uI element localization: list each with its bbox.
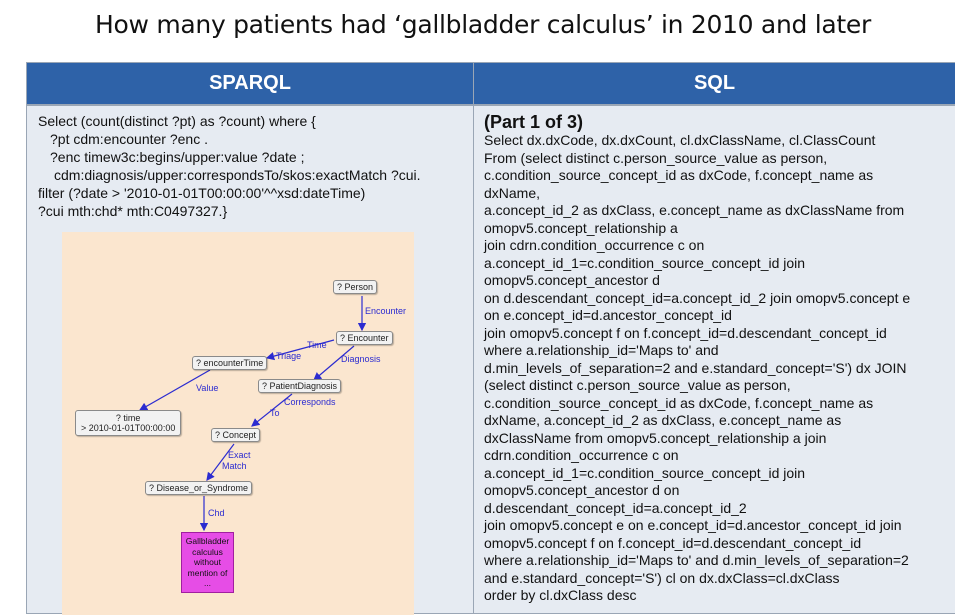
- sql-line: d.descendant_concept_id=a.concept_id_2: [484, 499, 747, 516]
- sql-query: [484, 112, 950, 605]
- sql-line: a.concept_id_2 as dxClass, e.concept_name as dxClassName from: [484, 202, 905, 218]
- sql-line: order by cl.dxClass desc: [484, 587, 637, 603]
- node-person: ? Person: [333, 280, 377, 294]
- sql-line: Select dx.dxCode, dx.dxCount, cl.dxClassName, cl.ClassCount: [484, 132, 876, 148]
- sparql-line: filter (?date > '2010-01-01T00:00:00'^^xsd:dateTime): [38, 185, 366, 201]
- node-time: [75, 410, 181, 436]
- sql-line: dxName, a.concept_id_2 as dxClass, e.concept_name as: [484, 412, 842, 428]
- sparql-cell: [27, 106, 473, 613]
- edge-label-chd: Chd: [208, 508, 225, 518]
- node-encounter: ? Encounter: [336, 331, 393, 345]
- sparql-line: cdm:diagnosis/upper:correspondsTo/skos:exactMatch ?cui.: [54, 167, 421, 183]
- sql-line: join cdrn.condition_occurrence c on: [484, 237, 705, 253]
- sql-line: on e.concept_id=d.ancestor_concept_id: [484, 307, 732, 323]
- sql-line: d.min_levels_of_separation=2 and e.standard_concept='S') dx JOIN: [484, 359, 907, 376]
- sql-line: cdrn.condition_occurrence c on: [484, 447, 679, 463]
- sparql-query: [38, 112, 470, 220]
- query-graph: [62, 232, 414, 615]
- sql-line: From (select distinct c.person_source_value as person,: [484, 149, 828, 166]
- edge-label-diagnosis: Diagnosis: [341, 354, 381, 364]
- sql-line: omopv5.concept_ancestor d: [484, 272, 660, 288]
- edge-label-exact-match: [222, 450, 251, 472]
- sql-line: omopv5.concept_relationship a: [484, 219, 678, 236]
- sql-line: join omopv5.concept f on f.concept_id=d.descendant_concept_id: [484, 324, 887, 341]
- sql-line: c.condition_source_concept_id as dxCode, f.concept_name as: [484, 167, 874, 183]
- edge-label-value: Value: [196, 383, 219, 393]
- edge-label-exact-2: Match: [222, 461, 247, 471]
- sparql-line: ?enc timew3c:begins/upper:value ?date ;: [50, 149, 305, 165]
- sql-line: omopv5.concept f on f.concept_id=d.descendant_concept_id: [484, 534, 862, 551]
- sql-part-label: (Part 1 of 3): [484, 112, 584, 132]
- sparql-line: ?cui mth:chd* mth:C0497327.}: [38, 203, 228, 219]
- sql-line: (select distinct c.person_source_value as person,: [484, 377, 791, 393]
- sql-line: where a.relationship_id='Maps to' and: [484, 342, 719, 358]
- node-time-filter: > 2010-01-01T00:00:00: [81, 423, 176, 433]
- sparql-header: SPARQL: [27, 63, 473, 104]
- edge-label-corresponds-1: Corresponds: [284, 397, 336, 407]
- sql-line: a.concept_id_1=c.condition_source_concept_id join: [484, 254, 806, 271]
- sql-line: c.condition_source_concept_id as dxCode, f.concept_name as: [484, 394, 874, 411]
- sql-cell: [474, 106, 955, 613]
- sql-line: a.concept_id_1=c.condition_source_concept_id join: [484, 464, 806, 481]
- sql-line: join omopv5.concept e on e.concept_id=d.ancestor_concept_id join: [484, 517, 902, 533]
- node-time-label: ? time: [115, 413, 141, 423]
- sparql-line: Select (count(distinct ?pt) as ?count) where {: [38, 113, 316, 129]
- sql-header: SQL: [474, 63, 955, 104]
- edge-label-triage: Triage: [276, 351, 302, 361]
- edge-label-corresponds: [270, 397, 336, 419]
- node-disease: ? Disease_or_Syndrome: [145, 481, 252, 495]
- edge-label-encounter: Encounter: [365, 306, 407, 316]
- edge-label-corresponds-2: To: [270, 408, 280, 418]
- comparison-table: [26, 62, 955, 614]
- slide-title: How many patients had ‘gallbladder calculus’ in 2010 and later: [95, 10, 871, 39]
- sql-line: where a.relationship_id='Maps to' and d.min_levels_of_separation=2: [484, 552, 909, 568]
- sql-line: on d.descendant_concept_id=a.concept_id_2 join omopv5.concept e: [484, 289, 911, 306]
- node-patient-diagnosis: ? PatientDiagnosis: [258, 379, 341, 393]
- edge-label-exact-1: Exact: [228, 450, 251, 460]
- sql-line: and e.standard_concept='S') cl on dx.dxClass=cl.dxClass: [484, 569, 840, 586]
- edge-label-time: Time: [307, 340, 327, 350]
- node-concept: ? Concept: [211, 428, 260, 442]
- sql-line: dxClassName from omopv5.concept_relationship a join: [484, 429, 827, 446]
- sql-line: omopv5.concept_ancestor d on: [484, 482, 680, 498]
- node-encounter-time: ? encounterTime: [192, 356, 267, 370]
- sql-line: dxName,: [484, 184, 541, 201]
- node-leaf-gallbladder: Gallbladder calculus without mention of ...: [181, 532, 234, 593]
- sparql-line: ?pt cdm:encounter ?enc .: [50, 131, 208, 147]
